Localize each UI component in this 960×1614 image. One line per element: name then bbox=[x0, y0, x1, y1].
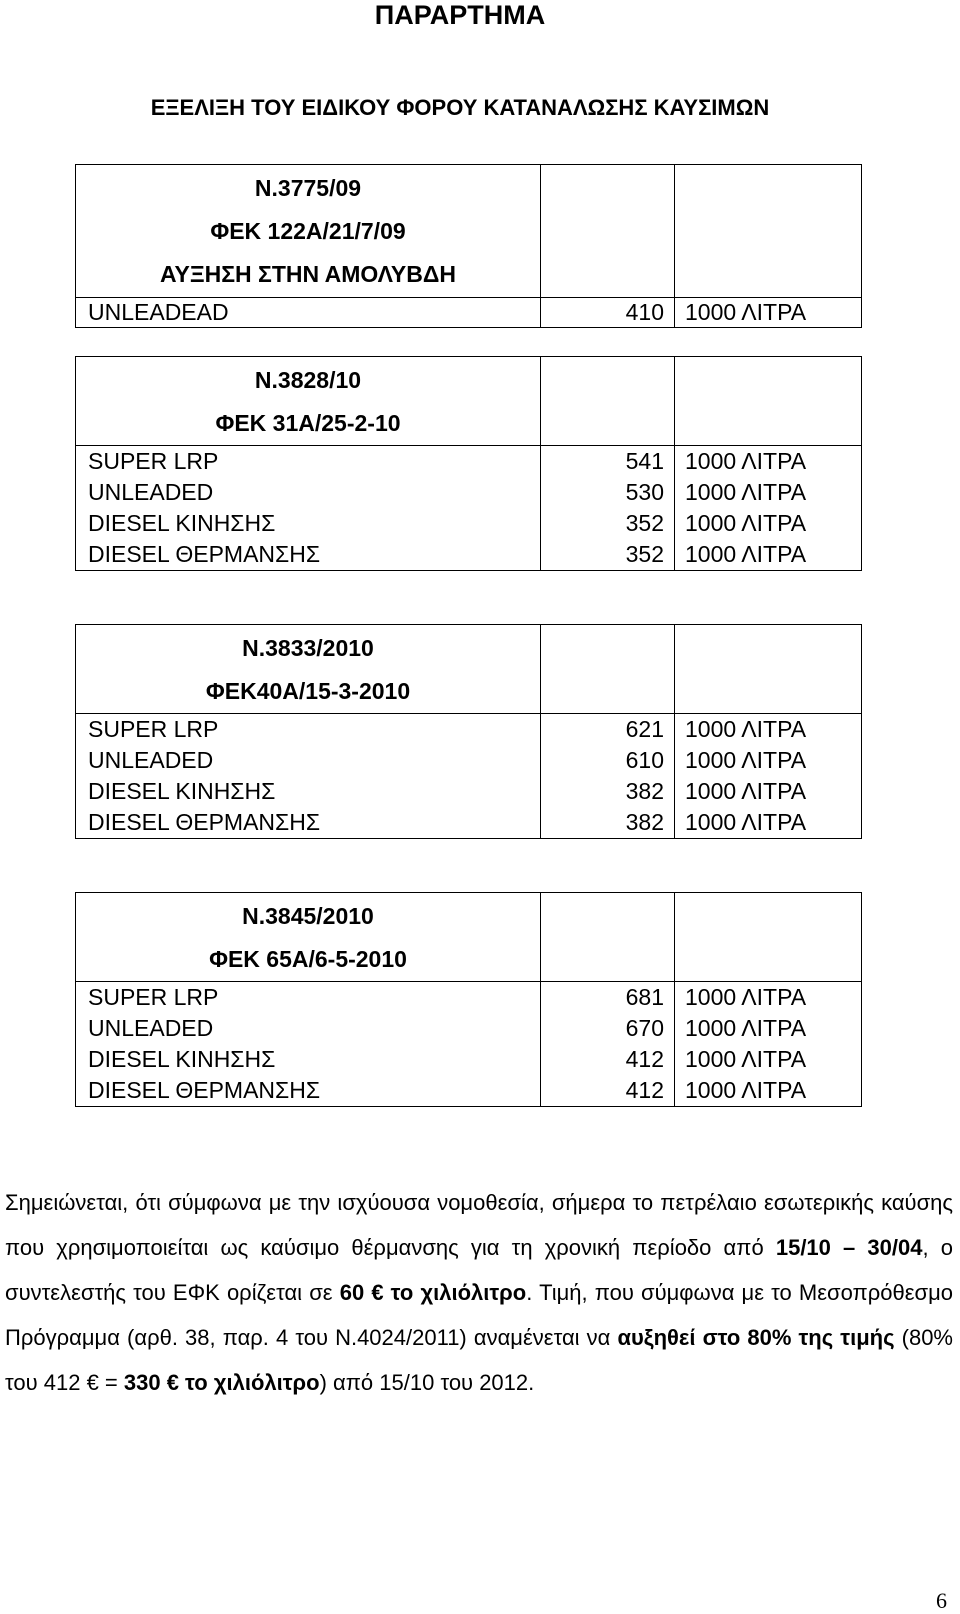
note-paragraph bbox=[5, 1180, 953, 1405]
table-header-row bbox=[76, 893, 862, 982]
table-header-empty-cell bbox=[541, 357, 675, 446]
note-bold-period: 15/10 – 30/04 bbox=[775, 1235, 923, 1260]
table-header-empty-cell bbox=[675, 893, 862, 982]
tax-table-law-3833 bbox=[75, 624, 862, 839]
law-number: Ν.3833/2010 bbox=[242, 635, 374, 661]
fuel-name: SUPER LRP bbox=[88, 984, 219, 1010]
table-header-empty-cell bbox=[675, 357, 862, 446]
tax-value: 530 bbox=[625, 479, 664, 505]
tax-value: 352 bbox=[625, 541, 664, 567]
table-header-empty-cell bbox=[675, 165, 862, 298]
table-header-empty-cell bbox=[675, 625, 862, 714]
law-number: Ν.3828/10 bbox=[254, 367, 362, 393]
note-text: ) από 15/10 του 2012. bbox=[319, 1370, 535, 1395]
fuel-name: DIESEL ΚΙΝΗΣΗΣ bbox=[88, 778, 276, 804]
tax-unit: 1000 ΛΙΤΡΑ bbox=[685, 479, 807, 505]
change-description: ΑΥΞΗΣΗ ΣΤΗΝ ΑΜΟΛΥΒΔΗ bbox=[159, 261, 457, 287]
fuel-name: DIESEL ΚΙΝΗΣΗΣ bbox=[88, 1046, 276, 1072]
tax-value: 621 bbox=[625, 716, 664, 742]
tax-unit: 1000 ΛΙΤΡΑ bbox=[685, 716, 807, 742]
table-header-empty-cell bbox=[541, 165, 675, 298]
tax-unit: 1000 ΛΙΤΡΑ bbox=[685, 299, 807, 325]
page-subtitle: ΕΞΕΛΙΞΗ ΤΟΥ ΕΙΔΙΚΟΥ ΦΟΡΟΥ ΚΑΤΑΝΑΛΩΣΗΣ ΚΑΥΣΙΜΩΝ bbox=[150, 95, 770, 120]
fuel-name: UNLEADED bbox=[88, 479, 214, 505]
note-text: Σημειώνεται, ότι σύμφωνα με την ισχύουσα νομοθεσία, σήμερα το πετρέλαιο εσωτερικής καύσης που χρησιμοποιείται ως καύσιμο θέρμανσης για τη χρονική περίοδο από bbox=[5, 1190, 953, 1260]
tax-table-law-3828 bbox=[75, 356, 862, 571]
table-header-cell bbox=[76, 625, 541, 714]
tax-unit: 1000 ΛΙΤΡΑ bbox=[685, 448, 807, 474]
fuel-name: SUPER LRP bbox=[88, 716, 219, 742]
tax-value: 610 bbox=[625, 747, 664, 773]
tax-table-law-3845 bbox=[75, 892, 862, 1107]
tax-value: 541 bbox=[625, 448, 664, 474]
gazette-reference: ΦΕΚ 122Α/21/7/09 bbox=[210, 218, 406, 244]
table-header-row bbox=[76, 357, 862, 446]
law-number: Ν.3845/2010 bbox=[242, 903, 374, 929]
tax-unit: 1000 ΛΙΤΡΑ bbox=[685, 747, 807, 773]
fuel-name: UNLEADED bbox=[88, 1015, 214, 1041]
table-header-empty-cell bbox=[541, 893, 675, 982]
table-header-cell bbox=[76, 357, 541, 446]
tax-value: 681 bbox=[625, 984, 664, 1010]
fuel-name: DIESEL ΘΕΡΜΑΝΣΗΣ bbox=[88, 1077, 321, 1103]
tax-unit: 1000 ΛΙΤΡΑ bbox=[685, 778, 807, 804]
fuel-name: UNLEADED bbox=[88, 747, 214, 773]
tax-unit: 1000 ΛΙΤΡΑ bbox=[685, 1046, 807, 1072]
table-header-cell bbox=[76, 893, 541, 982]
note-text: , ο συντελεστής του ΕΦΚ ορίζεται σε bbox=[5, 1235, 953, 1305]
fuel-name: SUPER LRP bbox=[88, 448, 219, 474]
table-row bbox=[76, 298, 862, 328]
tax-value: 382 bbox=[625, 809, 664, 835]
gazette-reference: ΦΕΚ 65Α/6-5-2010 bbox=[209, 946, 407, 972]
tax-table-law-3775 bbox=[75, 164, 862, 328]
fuel-name: DIESEL ΘΕΡΜΑΝΣΗΣ bbox=[88, 541, 321, 567]
tax-value: 670 bbox=[625, 1015, 664, 1041]
table-header-empty-cell bbox=[541, 625, 675, 714]
gazette-reference: ΦΕΚ40Α/15-3-2010 bbox=[205, 678, 411, 704]
note-bold-increase: αυξηθεί στο 80% της τιμής bbox=[617, 1325, 895, 1350]
table-header-cell bbox=[76, 165, 541, 298]
tax-unit: 1000 ΛΙΤΡΑ bbox=[685, 1077, 807, 1103]
table-body-row bbox=[76, 714, 862, 839]
table-header-row bbox=[76, 625, 862, 714]
tax-value: 412 bbox=[625, 1077, 664, 1103]
page-title: ΠΑΡΑΡΤΗΜΑ bbox=[374, 0, 546, 30]
tax-value: 410 bbox=[625, 299, 664, 325]
note-bold-new-rate: 330 € το χιλιόλιτρο bbox=[123, 1370, 320, 1395]
table-body-row bbox=[76, 446, 862, 571]
table-body-row bbox=[76, 982, 862, 1107]
tax-value: 412 bbox=[625, 1046, 664, 1072]
tax-value: 352 bbox=[625, 510, 664, 536]
tax-unit: 1000 ΛΙΤΡΑ bbox=[685, 510, 807, 536]
tax-unit: 1000 ΛΙΤΡΑ bbox=[685, 809, 807, 835]
fuel-name: UNLEADEAD bbox=[88, 299, 229, 325]
fuel-name: DIESEL ΘΕΡΜΑΝΣΗΣ bbox=[88, 809, 321, 835]
page-number: 6 bbox=[936, 1588, 947, 1613]
tax-unit: 1000 ΛΙΤΡΑ bbox=[685, 541, 807, 567]
tax-unit: 1000 ΛΙΤΡΑ bbox=[685, 984, 807, 1010]
tax-value: 382 bbox=[625, 778, 664, 804]
law-number: Ν.3775/09 bbox=[254, 175, 362, 201]
tax-unit: 1000 ΛΙΤΡΑ bbox=[685, 1015, 807, 1041]
fuel-name: DIESEL ΚΙΝΗΣΗΣ bbox=[88, 510, 276, 536]
table-header-row bbox=[76, 165, 862, 298]
note-bold-rate: 60 € το χιλιόλιτρο bbox=[339, 1280, 527, 1305]
note-text: (80% του 412 € = bbox=[5, 1325, 953, 1395]
gazette-reference: ΦΕΚ 31Α/25-2-10 bbox=[215, 410, 401, 436]
note-text: . Τιμή, που σύμφωνα με το Μεσοπρόθεσμο Πρόγραμμα (αρθ. 38, παρ. 4 του Ν.4024/2011) αναμένεται να bbox=[5, 1280, 954, 1350]
